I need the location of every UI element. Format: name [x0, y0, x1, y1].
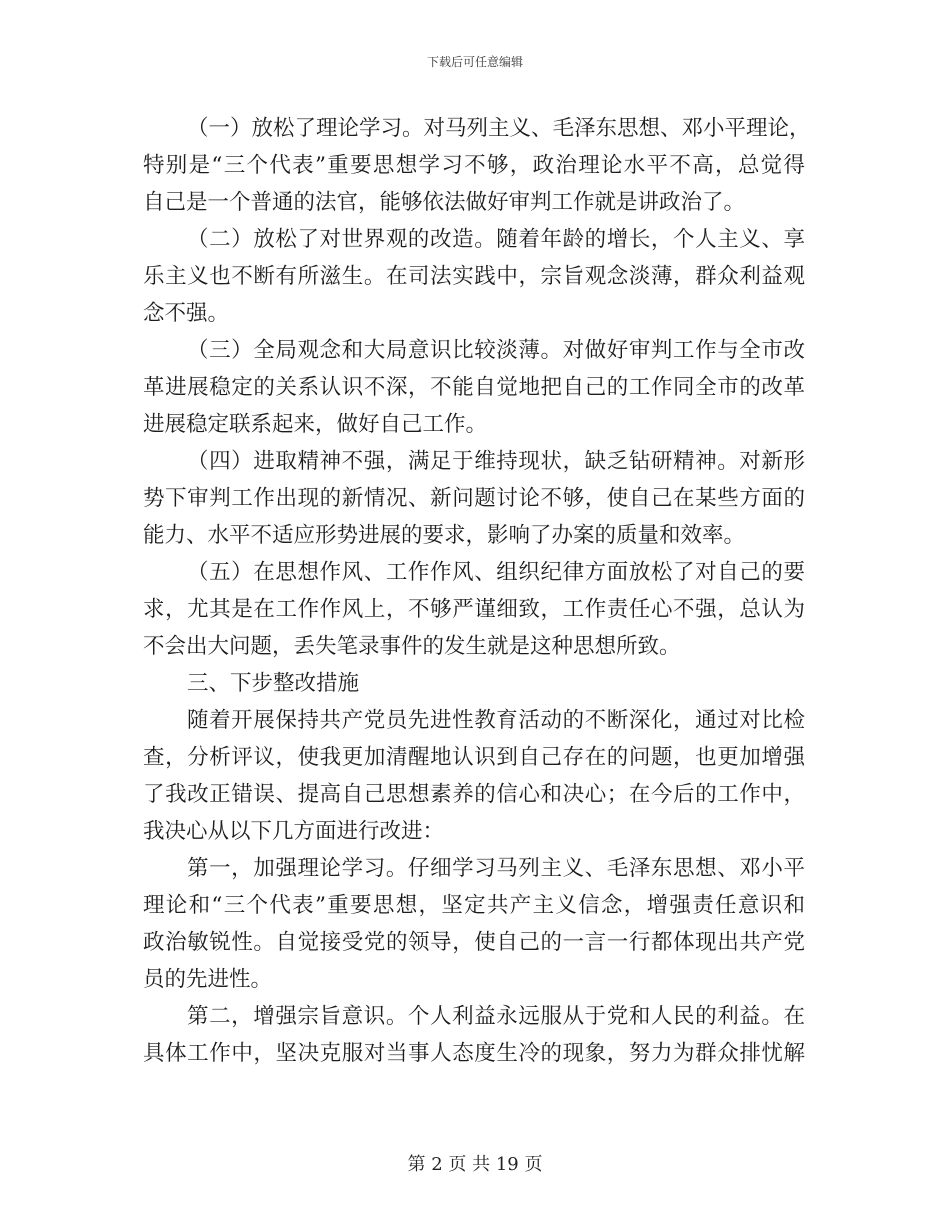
text-line: 自己是一个普通的法官，能够依法做好审判工作就是讲政治了。: [143, 190, 746, 215]
text-line: 求，尤其是在工作作风上，不够严谨细致，工作责任心不强，总认为: [143, 597, 805, 622]
text-line: 具体工作中，坚决克服对当事人态度生冷的现象，努力为群众排忧解: [143, 1041, 805, 1066]
text-line: 能力、水平不适应形势进展的要求，影响了办案的质量和效率。: [143, 523, 746, 548]
text-line: （一）放松了理论学习。对马列主义、毛泽东思想、邓小平理论，: [187, 116, 811, 141]
text-line: 特别是“三个代表”重要思想学习不够，政治理论水平不高，总觉得: [143, 153, 805, 178]
text-line: 我决心从以下几方面进行改进：: [143, 819, 445, 844]
text-line: 第二，增强宗旨意识。个人利益永远服从于党和人民的利益。在: [187, 1004, 805, 1029]
paragraph-measure-1: [143, 850, 805, 998]
text-line: 乐主义也不断有所滋生。在司法实践中，宗旨观念淡薄，群众利益观: [143, 264, 805, 289]
text-line: 不会出大问题，丢失笔录事件的发生就是这种思想所致。: [143, 634, 681, 659]
text-line: （四）进取精神不强，满足于维持现状，缺乏钻研精神。对新形: [187, 449, 805, 474]
text-line: 进展稳定联系起来，做好自己工作。: [143, 412, 488, 437]
document-body: [143, 110, 811, 1072]
paragraph-measure-2: [143, 998, 805, 1072]
page-number-footer: 第 2 页 共 19 页: [407, 1154, 543, 1175]
text-line: （五）在思想作风、工作作风、组织纪律方面放松了对自己的要: [187, 560, 805, 585]
paragraph-weakness-5: [143, 554, 805, 665]
paragraph-weakness-3: [143, 332, 805, 443]
paragraph-weakness-4: [143, 443, 805, 554]
text-line: 第一，加强理论学习。仔细学习马列主义、毛泽东思想、邓小平: [187, 856, 805, 881]
paragraph-weakness-2: [143, 221, 805, 332]
section-heading: [143, 665, 805, 702]
text-line: 员的先进性。: [143, 967, 273, 992]
text-line: 查，分析评议，使我更加清醒地认识到自己存在的问题，也更加增强: [143, 745, 805, 770]
heading-line: 三、下步整改措施: [187, 671, 360, 696]
paragraph-intro: [143, 702, 805, 850]
text-line: 理论和“三个代表”重要思想，坚定共产主义信念，增强责任意识和: [143, 893, 805, 918]
text-line: 革进展稳定的关系认识不深，不能自觉地把自己的工作同全市的改革: [143, 375, 805, 400]
text-line: 随着开展保持共产党员先进性教育活动的不断深化，通过对比检: [187, 708, 805, 733]
page-header: 下载后可任意编辑: [426, 55, 523, 69]
text-line: 念不强。: [143, 301, 230, 326]
text-line: 政治敏锐性。自觉接受党的领导，使自己的一言一行都体现出共产党: [143, 930, 805, 955]
text-line: 了我改正错误、提高自己思想素养的信心和决心；在今后的工作中，: [143, 782, 805, 807]
text-line: （二）放松了对世界观的改造。随着年龄的增长，个人主义、享: [187, 227, 805, 252]
text-line: （三）全局观念和大局意识比较淡薄。对做好审判工作与全市改: [187, 338, 805, 363]
text-line: 势下审判工作出现的新情况、新问题讨论不够，使自己在某些方面的: [143, 486, 805, 511]
paragraph-weakness-1: [143, 110, 811, 221]
